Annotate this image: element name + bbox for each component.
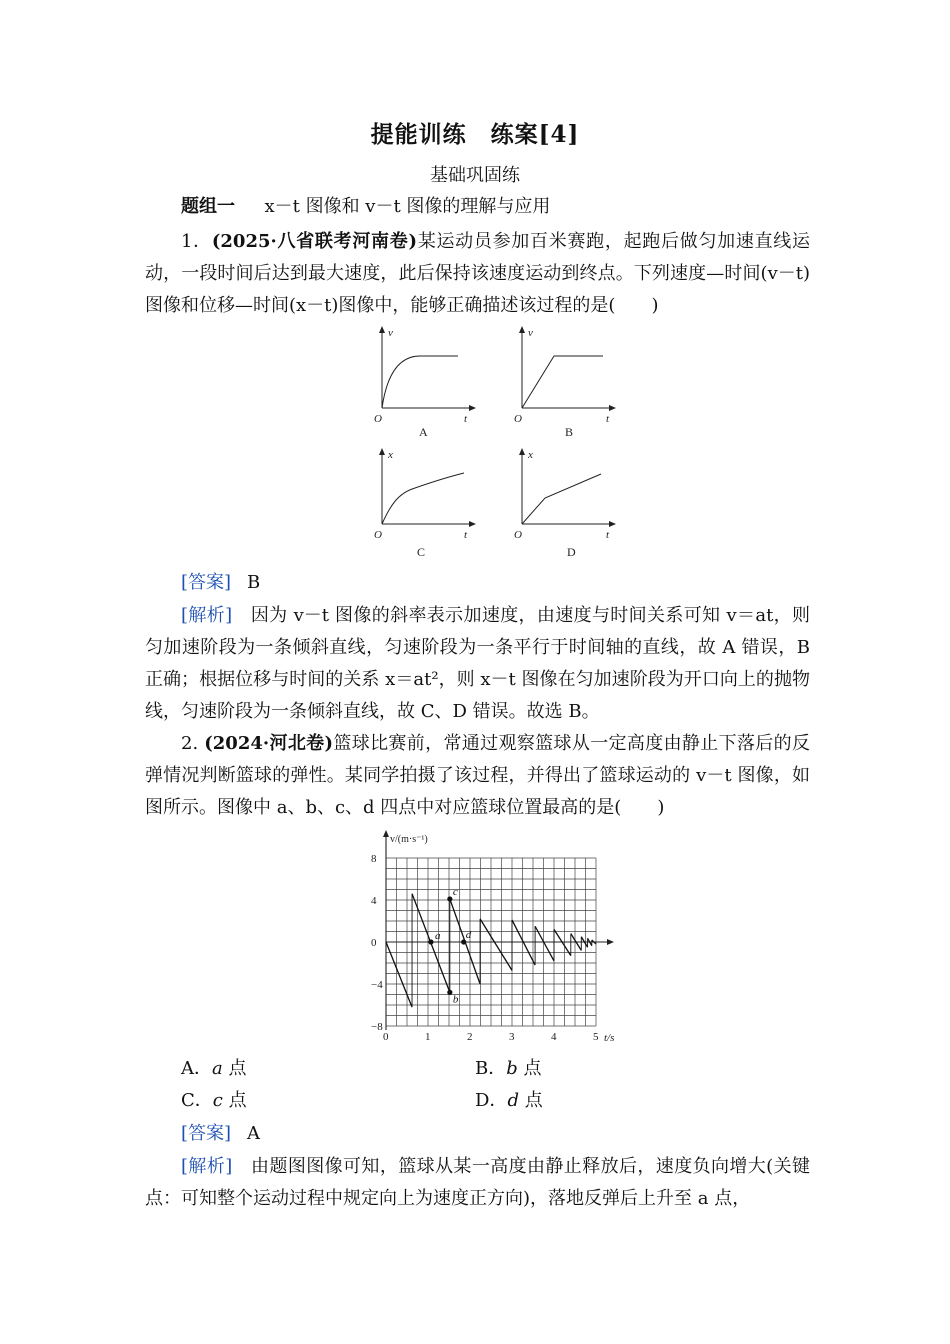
option-point: d [507, 1090, 519, 1111]
y-tick-label: −4 [371, 979, 383, 991]
q1-source: (2025·八省联考河南卷) [211, 231, 418, 252]
q2-analysis [145, 1151, 810, 1215]
q1-text: 某运动员参加百米赛跑，起跑后做匀加速直线运动，一段时间后达到最大速度，此后保持该速度运动到终点。下列速度—时间(v－t)图像和位移—时间(x－t)图像中，能够正确描述该过程的是( ) [145, 231, 811, 316]
x-tick-label: 5 [593, 1031, 599, 1043]
x-tick-label: 1 [425, 1031, 431, 1043]
option-suffix: 点 [222, 1090, 247, 1111]
group-topic: x－t 图像和 v－t 图像的理解与应用 [264, 196, 551, 217]
graph-d-line [522, 474, 601, 524]
q2-source: (2024·河北卷) [204, 733, 334, 754]
graph-a-curve [382, 356, 458, 408]
q2-number: 2. [181, 733, 199, 754]
x-tick-label: 4 [551, 1031, 557, 1043]
q2-vt-chart [358, 826, 628, 1048]
q2-analysis-tag: [解析] [181, 1156, 233, 1177]
q2-answer: A [247, 1123, 261, 1144]
y-tick-label: 4 [371, 895, 377, 907]
graph-a-xlabel: t [464, 413, 468, 425]
y-tick-label: −8 [371, 1021, 383, 1033]
option-point: c [212, 1090, 223, 1111]
q2-analysis-text: 由题图图像可知，篮球从某一高度由静止释放后，速度负向增大(关键点：可知整个运动过程中规定向上为速度正方向)，落地反弹后上升至 a 点， [145, 1156, 810, 1209]
q1-number: 1． [181, 231, 212, 252]
q1-answer: B [247, 572, 261, 593]
x-tick-label: 0 [383, 1031, 389, 1043]
q1-graphs [360, 318, 630, 568]
graph-b-label: B [565, 425, 574, 439]
option-point: a [212, 1058, 223, 1079]
option-key: B． [475, 1058, 507, 1079]
q2-text: 篮球比赛前，常通过观察篮球从一定高度由静止下落后的反弹情况判断篮球的弹性。某同学拍摄了该过程，并得出了篮球运动的 v－t 图像，如图所示。图像中 a、b、c、d 四点中对应篮球位置最高的是( ) [145, 733, 810, 818]
group-heading [181, 194, 550, 220]
graph-c-origin: O [374, 529, 382, 541]
point-label-d: d [465, 929, 472, 941]
q1-analysis-tag: [解析] [181, 605, 233, 626]
graph-c-label: C [417, 545, 426, 559]
option-suffix: 点 [517, 1058, 542, 1079]
graph-d-origin: O [514, 529, 522, 541]
y-tick-label: 8 [371, 853, 377, 865]
q1-stem [145, 226, 810, 322]
graph-d-ylabel: x [528, 449, 533, 461]
graph-b-origin: O [514, 413, 522, 425]
q1-answer-row [181, 570, 260, 596]
point-label-c: c [452, 885, 458, 898]
section-subtitle: 基础巩固练 [430, 165, 520, 186]
q1-analysis-text: 因为 v－t 图像的斜率表示加速度，由速度与时间关系可知 v＝at，则匀加速阶段为一条倾斜直线，匀速阶段为一条平行于时间轴的直线，故 A 错误，B 正确；根据位移与时间的关系 x＝at²，则 x－t 图像在匀加速阶段为开口向上的抛物线，匀速阶段为一条倾斜直线，故 C、D 错误。故选 B。 [145, 605, 811, 722]
graph-a-label: A [419, 425, 428, 439]
option-suffix: 点 [222, 1058, 247, 1079]
page-title: 提能训练 练案[4] [370, 121, 580, 148]
graph-c-curve [382, 473, 464, 524]
graph-b-xlabel: t [606, 413, 610, 425]
v-segment [386, 942, 412, 1007]
graph-b-ylabel: v [528, 327, 533, 339]
q2-answer-row [181, 1121, 260, 1147]
group-label: 题组一 [181, 196, 235, 217]
x-tick-label: 3 [509, 1031, 515, 1043]
q2-answer-tag: [答案] [181, 1123, 232, 1144]
chart-y-label: v/(m·s⁻¹) [390, 834, 428, 845]
x-tick-label: 2 [467, 1031, 473, 1043]
graph-a-origin: O [374, 413, 382, 425]
y-axis-arrow [383, 830, 389, 837]
q1-answer-tag: [答案] [181, 572, 232, 593]
graph-d-xlabel: t [606, 529, 610, 541]
q2-option-a[interactable] [181, 1056, 246, 1082]
graph-b-line [522, 356, 603, 408]
point-c [447, 896, 452, 901]
graph-c-ylabel: x [388, 449, 393, 461]
y-tick-label: 0 [371, 937, 377, 949]
graph-d-label: D [567, 545, 576, 559]
graph-c-xlabel: t [464, 529, 468, 541]
q2-stem [145, 728, 810, 824]
chart-x-label: t/s [604, 1032, 615, 1044]
point-label-b: b [452, 993, 459, 1006]
point-a [428, 939, 433, 944]
option-point: b [506, 1058, 518, 1079]
option-key: C． [181, 1090, 213, 1111]
q2-option-b[interactable] [475, 1056, 542, 1082]
option-key: A． [181, 1058, 212, 1079]
point-b [447, 990, 452, 995]
v-segment [480, 919, 512, 970]
x-axis-arrow [607, 939, 614, 945]
option-key: D． [475, 1090, 508, 1111]
option-suffix: 点 [518, 1090, 543, 1111]
q2-option-c[interactable] [181, 1088, 247, 1114]
q1-analysis [145, 600, 810, 728]
q2-option-d[interactable] [475, 1088, 543, 1114]
point-label-a: a [434, 930, 441, 942]
graph-a-ylabel: v [388, 327, 393, 339]
